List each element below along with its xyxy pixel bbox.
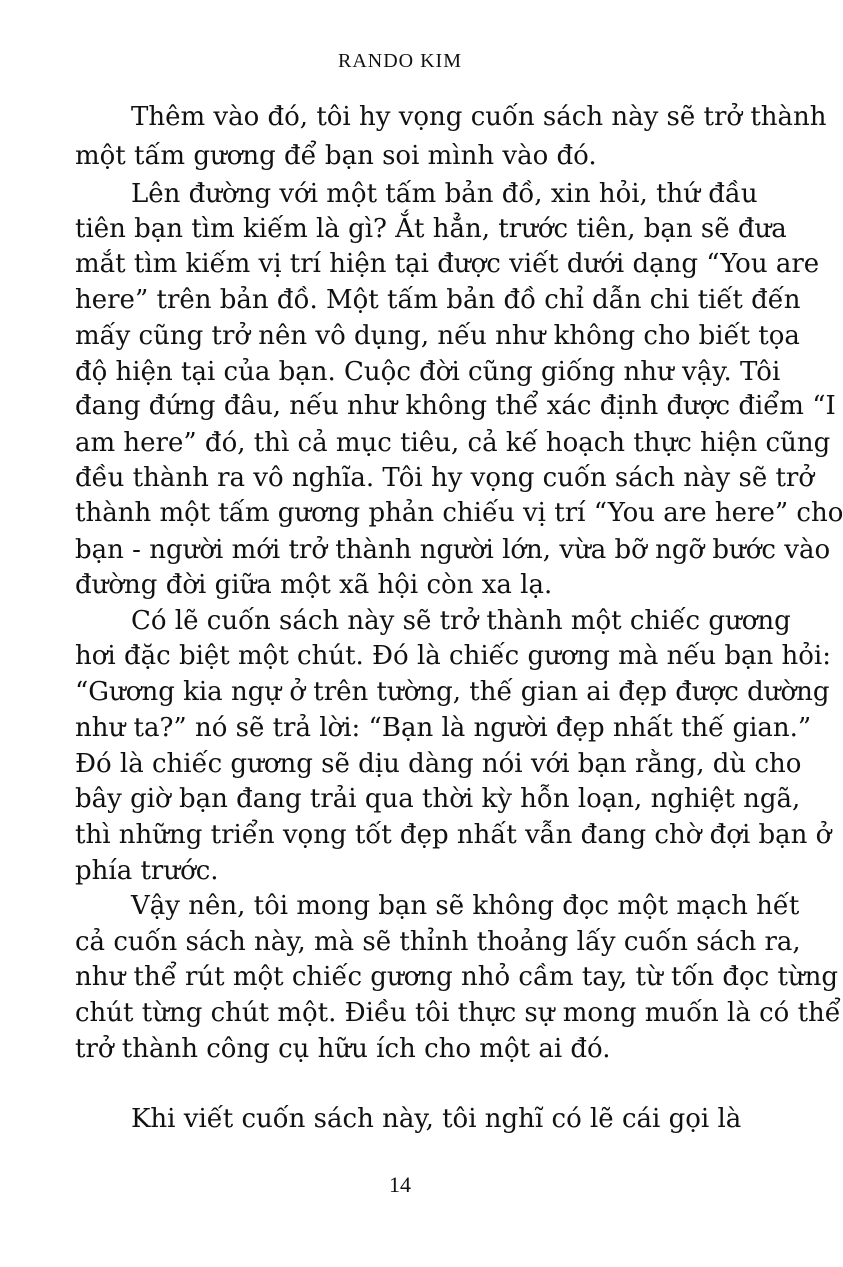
text-line: một tấm gương để bạn soi mình vào đó. bbox=[75, 141, 597, 171]
text-line: mấy cũng trở nên vô dụng, nếu như không cho biết tọa bbox=[75, 321, 800, 351]
text-line: “Gương kia ngự ở trên tường, thế gian ai đẹp được dường bbox=[75, 677, 830, 707]
text-line: bạn - người mới trở thành người lớn, vừa bỡ ngỡ bước vào bbox=[75, 535, 831, 565]
text-line: chút từng chút một. Điều tôi thực sự mong muốn là có thể bbox=[75, 998, 841, 1028]
text-line: cả cuốn sách này, mà sẽ thỉnh thoảng lấy cuốn sách ra, bbox=[75, 927, 801, 957]
text-line: trở thành công cụ hữu ích cho một ai đó. bbox=[75, 1034, 611, 1064]
text-line: Thêm vào đó, tôi hy vọng cuốn sách này sẽ trở thành bbox=[131, 102, 827, 132]
text-line: mắt tìm kiếm vị trí hiện tại được viết dưới dạng “You are bbox=[75, 249, 820, 279]
text-line: hơi đặc biệt một chút. Đó là chiếc gương mà nếu bạn hỏi: bbox=[75, 641, 831, 671]
text-line: tiên bạn tìm kiếm là gì? Ắt hẳn, trước tiên, bạn sẽ đưa bbox=[75, 214, 787, 244]
text-line: am here” đó, thì cả mục tiêu, cả kế hoạch thực hiện cũng bbox=[75, 428, 831, 458]
text-line: Đó là chiếc gương sẽ dịu dàng nói với bạn rằng, dù cho bbox=[75, 749, 802, 779]
text-line: đường đời giữa một xã hội còn xa lạ. bbox=[75, 570, 553, 600]
page-number: 14 bbox=[389, 1172, 411, 1197]
text-line: bây giờ bạn đang trải qua thời kỳ hỗn loạn, nghiệt ngã, bbox=[75, 784, 801, 814]
running-header: RANDO KIM bbox=[338, 50, 462, 72]
text-line: như ta?” nó sẽ trả lời: “Bạn là người đẹp nhất thế gian.” bbox=[75, 713, 812, 743]
text-line: Khi viết cuốn sách này, tôi nghĩ có lẽ cái gọi là bbox=[131, 1104, 742, 1134]
text-line: Có lẽ cuốn sách này sẽ trở thành một chiếc gương bbox=[131, 606, 791, 636]
text-line: phía trước. bbox=[75, 856, 219, 886]
text-line: như thể rút một chiếc gương nhỏ cầm tay, từ tốn đọc từng bbox=[75, 962, 839, 992]
text-line: Lên đường với một tấm bản đồ, xin hỏi, thứ đầu bbox=[131, 179, 758, 209]
text-line: thì những triển vọng tốt đẹp nhất vẫn đang chờ đợi bạn ở bbox=[75, 820, 832, 850]
text-line: Vậy nên, tôi mong bạn sẽ không đọc một mạch hết bbox=[131, 891, 800, 921]
text-line: đều thành ra vô nghĩa. Tôi hy vọng cuốn sách này sẽ trở bbox=[75, 463, 815, 493]
text-line: đang đứng đâu, nếu như không thể xác định được điểm “I bbox=[75, 391, 836, 421]
text-line: here” trên bản đồ. Một tấm bản đồ chỉ dẫn chi tiết đến bbox=[75, 285, 801, 315]
text-line: độ hiện tại của bạn. Cuộc đời cũng giống như vậy. Tôi bbox=[75, 357, 781, 387]
text-line: thành một tấm gương phản chiếu vị trí “You are here” cho bbox=[75, 498, 843, 528]
